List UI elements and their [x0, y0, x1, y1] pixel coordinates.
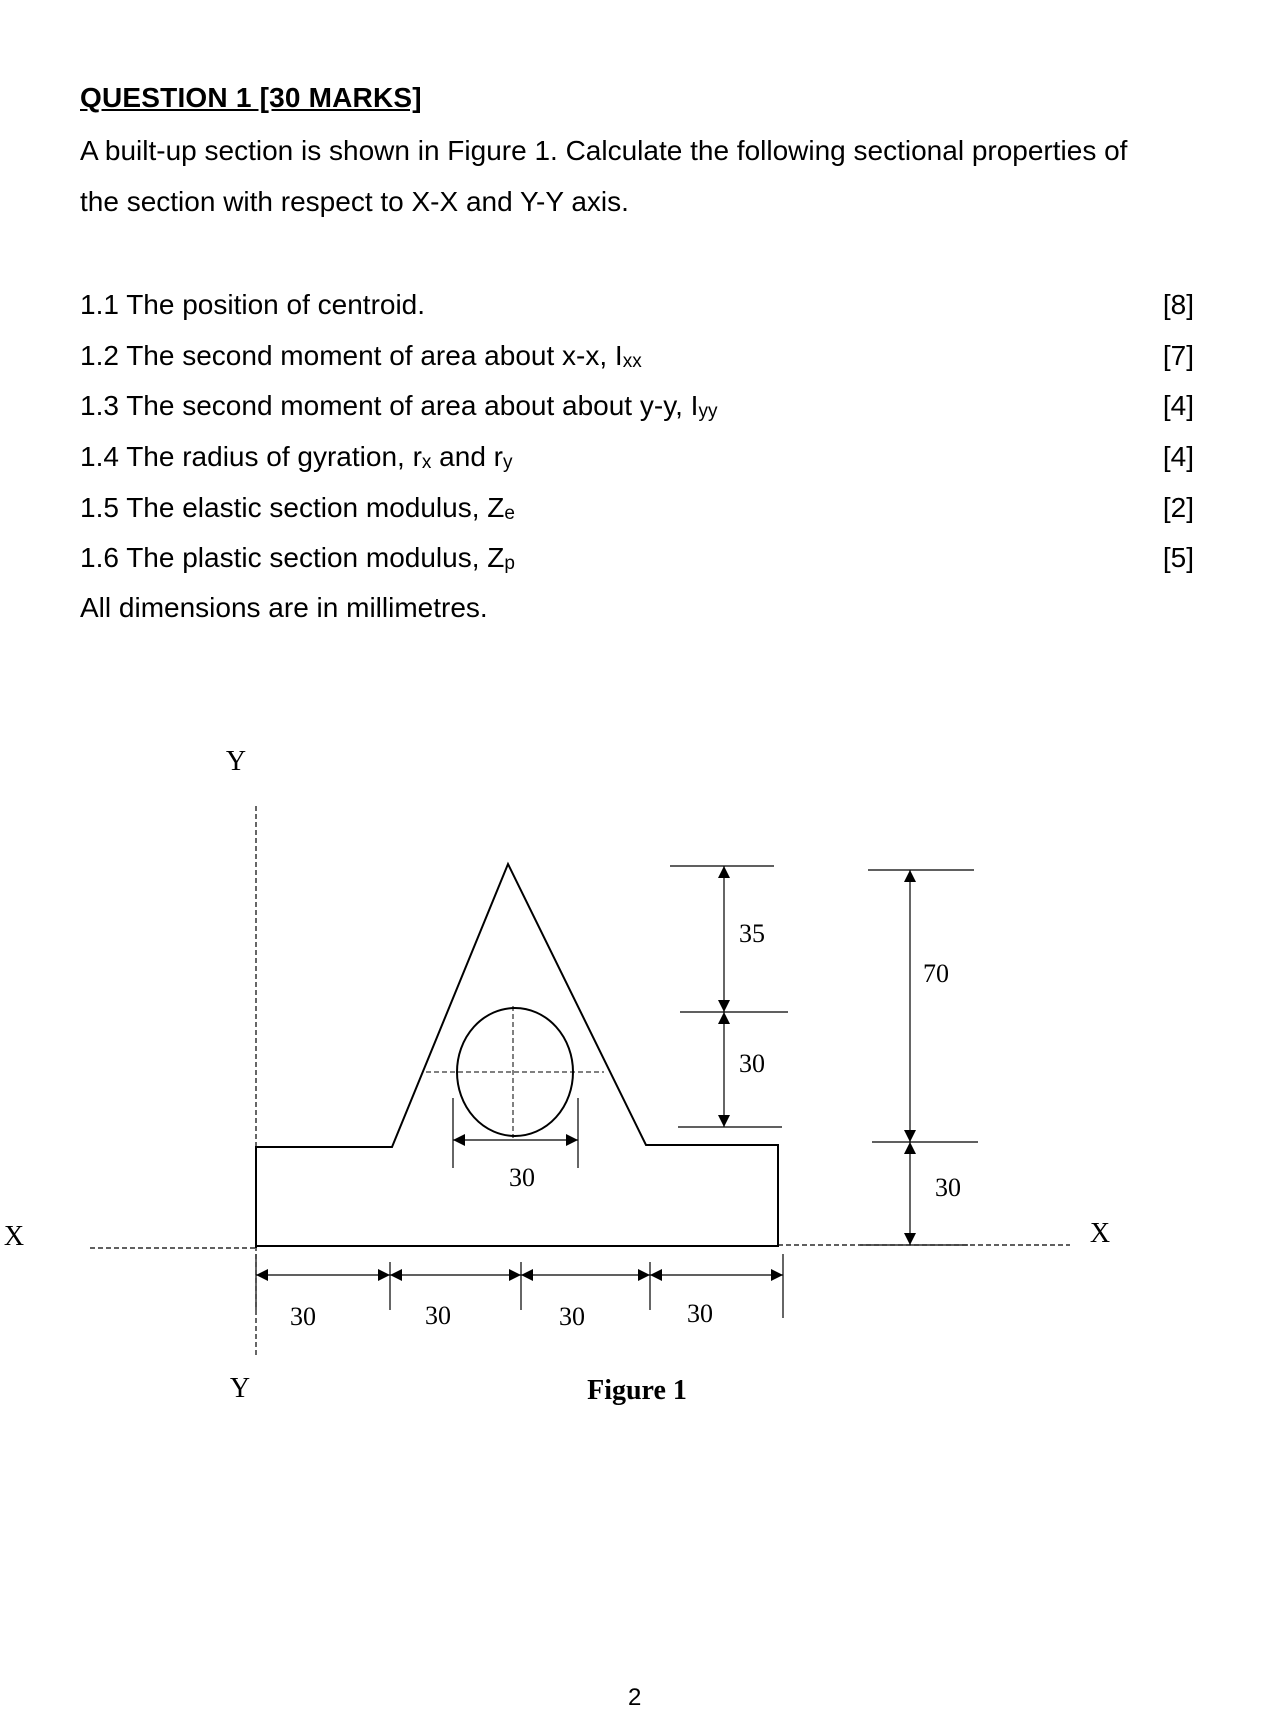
question-mark-1-2: [7] [1162, 340, 1194, 371]
item-text: 1.2 The second moment of area about x-x, I [80, 340, 623, 371]
item-text: 1.3 The second moment of area about about y-y, I [80, 390, 699, 421]
item-subscript-2: y [503, 452, 513, 473]
item-subscript: x [421, 452, 432, 473]
item-subscript: yy [698, 401, 718, 422]
page-number: 2 [628, 1684, 642, 1711]
hole-diameter-label: 30 [509, 1163, 535, 1192]
item-text-mid: and r [431, 441, 504, 472]
item-text: 1.5 The elastic section modulus, Z [80, 492, 505, 523]
question-intro-line-1: A built-up section is shown in Figure 1. Calculate the following sectional properties of [80, 135, 1128, 166]
figure-caption: Figure 1 [587, 1375, 687, 1406]
question-intro-line-2: the section with respect to X-X and Y-Y axis. [80, 186, 629, 217]
question-mark-1-1: [8] [1162, 289, 1194, 320]
x-axis-label-left: X [3, 1221, 25, 1252]
question-mark-1-3: [4] [1162, 390, 1194, 421]
x-axis-label-right: X [1089, 1218, 1111, 1249]
dim-label-30-right: 30 [935, 1173, 961, 1202]
question-heading: QUESTION 1 [30 MARKS] [80, 82, 422, 113]
dim-label-35: 35 [739, 919, 765, 948]
question-mark-1-4: [4] [1162, 441, 1194, 472]
question-mark-1-6: [5] [1162, 542, 1194, 573]
units-note: All dimensions are in millimetres. [80, 592, 488, 623]
item-subscript: xx [622, 351, 642, 372]
item-text: 1.1 The position of centroid. [80, 289, 426, 320]
base-dim-label-2: 30 [425, 1301, 451, 1330]
item-text: 1.6 The plastic section modulus, Z [80, 542, 505, 573]
item-subscript: e [504, 503, 515, 524]
y-axis-label-top: Y [225, 746, 247, 777]
base-dim-label-4: 30 [687, 1299, 713, 1328]
base-dim-label-3: 30 [559, 1302, 585, 1331]
item-subscript: p [504, 553, 515, 574]
y-axis-label-bottom: Y [229, 1373, 251, 1404]
item-text: 1.4 The radius of gyration, r [80, 441, 422, 472]
base-dim-label-1: 30 [290, 1302, 316, 1331]
dim-label-70: 70 [923, 959, 949, 988]
dim-label-30-upper: 30 [739, 1049, 765, 1078]
question-mark-1-5: [2] [1162, 492, 1194, 523]
